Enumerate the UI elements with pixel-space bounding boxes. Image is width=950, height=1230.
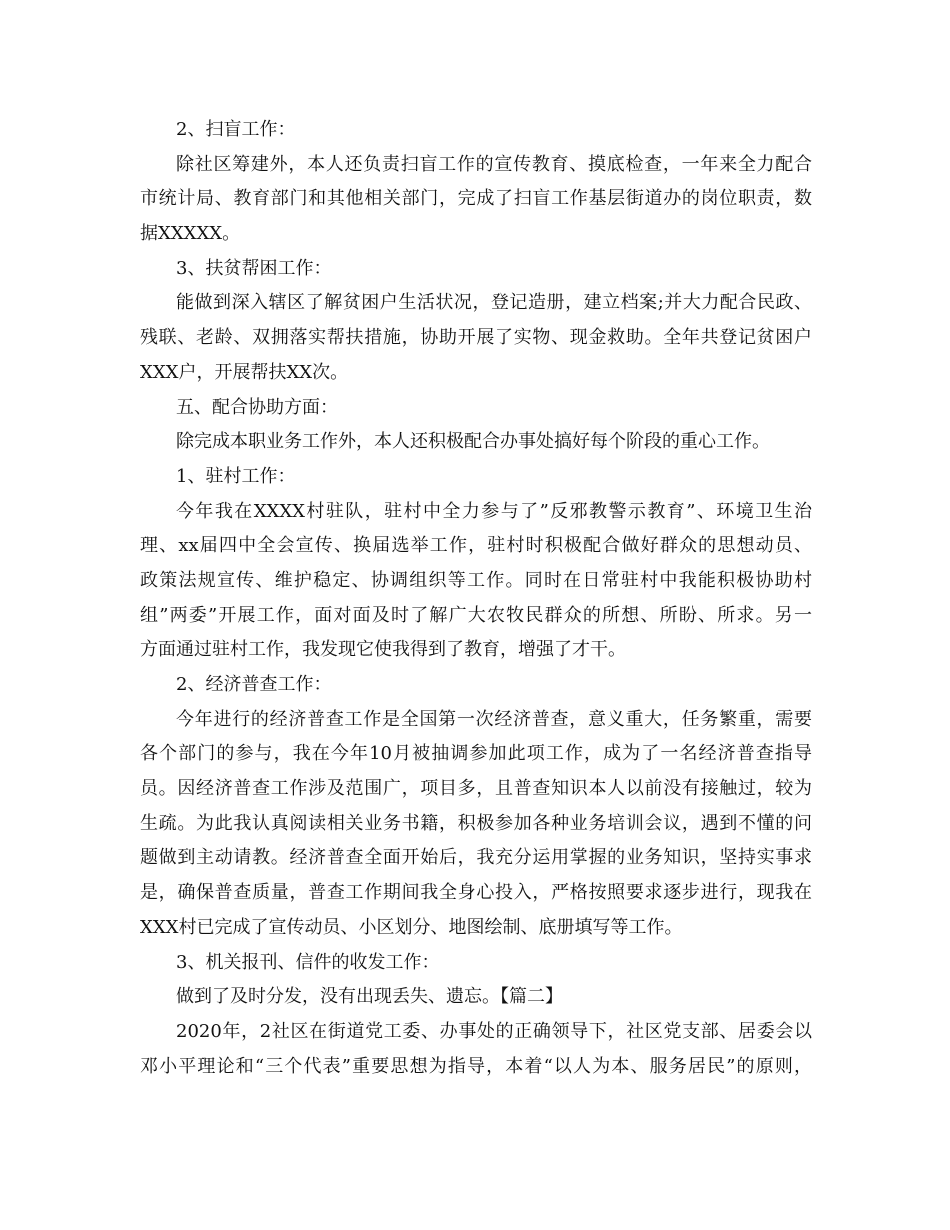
text-line: 1、驻村工作： [176, 465, 296, 487]
text-line: XXX村已完成了宣传动员、小区划分、地图绘制、底册填写等工作。 [140, 916, 683, 938]
text-line: 3、机关报刊、信件的收发工作： [176, 951, 440, 973]
text-line: 五、配合协助方面： [176, 396, 338, 418]
text-line: 除社区筹建外，本人还负责扫盲工作的宣传教育、摸底检查，一年来全力配合 [176, 153, 812, 175]
text-line: 3、扶贫帮困工作： [176, 257, 332, 279]
text-line: 组”两委”开展工作，面对面及时了解广大农牧民群众的所想、所盼、所求。另一 [140, 604, 812, 626]
text-line: 今年进行的经济普查工作是全国第一次经济普查，意义重大，任务繁重，需要 [176, 708, 812, 730]
document-body [140, 113, 812, 1084]
text-line: 2、扫盲工作： [176, 119, 296, 140]
text-line: 理、xx届四中全会宣传、换届选举工作，驻村时积极配合做好群众的思想动员、 [140, 535, 812, 557]
text-line: XXX户，开展帮扶XX次。 [140, 361, 349, 383]
text-line: 2、经济普查工作： [176, 674, 332, 695]
text-line: 是，确保普查质量，普查工作期间我全身心投入，严格按照要求逐步进行，现我在 [140, 882, 812, 904]
text-line: 邓小平理论和“三个代表”重要思想为指导，本着“以人为本、服务居民”的原则， [140, 1055, 812, 1077]
text-line: 市统计局、教育部门和其他相关部门，完成了扫盲工作基层街道办的岗位职责，数 [140, 188, 812, 210]
text-line: 生疏。为此我认真阅读相关业务书籍，积极参加各种业务培训会议，遇到不懂的问 [140, 812, 812, 834]
text-line: 今年我在XXXX村驻队，驻村中全力参与了”反邪教警示教育”、环境卫生治 [176, 500, 812, 522]
text-line: 题做到主动请教。经济普查全面开始后，我充分运用掌握的业务知识，坚持实事求 [140, 847, 812, 869]
text-line: 能做到深入辖区了解贫困户生活状况，登记造册，建立档案;并大力配合民政、 [176, 292, 812, 314]
text-line: 各个部门的参与，我在今年10月被抽调参加此项工作，成为了一名经济普查指导 [140, 743, 812, 765]
text-line: 做到了及时分发，没有出现丢失、遗忘。【篇二】 [176, 986, 563, 1008]
text-line: 方面通过驻村工作，我发现它使我得到了教育，增强了才干。 [140, 639, 626, 661]
text-line: 政策法规宣传、维护稳定、协调组织等工作。同时在日常驻村中我能积极协助村 [140, 569, 812, 591]
text-line: 除完成本职业务工作外，本人还积极配合办事处搞好每个阶段的重心工作。 [176, 431, 770, 453]
text-line: 2020年，2社区在街道党工委、办事处的正确领导下，社区党支部、居委会以 [176, 1020, 812, 1042]
text-line: 据XXXXX。 [140, 223, 241, 245]
text-line: 残联、老龄、双拥落实帮扶措施，协助开展了实物、现金救助。全年共登记贫困户 [140, 327, 812, 349]
text-line: 员。因经济普查工作涉及范围广，项目多，且普查知识本人以前没有接触过，较为 [140, 778, 812, 800]
